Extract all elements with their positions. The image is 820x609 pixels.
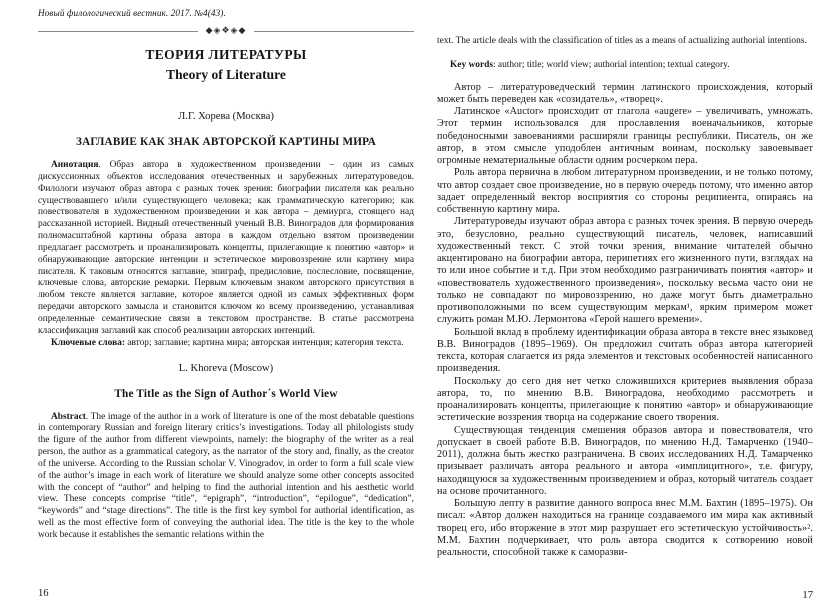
divider-rule-left bbox=[38, 31, 198, 32]
abstract-en-text: . The image of the author in a work of literature is one of the most debatable questions in contemporary Russian and foreign literary critics’s investigations. Today all philologists study the figure of the author from different viewpoints, namely: the biography of the writer as a real person, the author as a grammatical category, as the narrator of the story and, finally, as the creator of the universe. According to the Russian scholar V. Vinogradov, in order to form a full scale view of the author’s image in each work of literature we should analyze some other concepts associted with the concept of “author” and helping to find the authorial intention and his aesthetic world view. These concepts comprise “title”, “epigraph”, “introduction”, “epilogue”, “dedication”, “keywords” and “stage directions”. The title is the first key symbol for authorial identification, as well as the most effective form of conveying the authorial idea. The title is the key to the whole work because it establishes the semantic relations within the bbox=[38, 411, 414, 540]
keywords-en bbox=[437, 60, 813, 72]
article-title-en: The Title as the Sign of Author´s World View bbox=[114, 387, 338, 400]
keywords-ru bbox=[38, 338, 414, 350]
running-header: Новый филологический вестник. 2017. №4(43). bbox=[38, 8, 226, 18]
body-paragraph: Большой вклад в проблему идентификации образа автора в тексте внес языковед В.В. Виноградов (1895–1969). Он предложил считать образ автора категорией текста, которая слагается из ряда элементов и текстовых особенностей написанного произведения. bbox=[437, 326, 813, 375]
section-title-en: Theory of Literature bbox=[166, 67, 286, 82]
abstract-en-label: Abstract bbox=[51, 411, 86, 422]
page-number-right: 17 bbox=[802, 590, 813, 601]
author-ru: Л.Г. Хорева (Москва) bbox=[178, 111, 274, 122]
abstract-ru-label: Аннотация bbox=[51, 160, 99, 170]
page-17 bbox=[437, 36, 813, 559]
abstract-ru-text: . Образ автора в художественном произведении – один из самых дискуссионных объектов исследования отечественных и зарубежных литературоведов. Филологи изучают образ автора с разных точек зрения: биографии писателя как реально существовавшего и/или существующего человека; как грамматическую категорию; как повествователя в художественном произведении и как автора – демиурга, стоящего над рассказанной историей. Видный отечественный ученый В.В. Виноградов для формирования полномасштабной картины образа автора в каждом отдельно взятом произведении предлагает рассмотреть и проанализировать концепты, прилегающие к понятию «автор» и обнаруживающие авторские интенции и эстетическое мировоззрение или картину мира писателя. К таковым относятся заглавие, эпиграф, предисловие, послесловие, посвящение, ключевые слова, авторские ремарки. Первым ключевым знаком авторского присутствия в любом тексте является заглавие, которое является одной из самых эффективных форм передачи авторского замысла и становится ключом ко всему произведению, устанавливая определенные семантические связи в текстовом пространстве. В статье рассмотрена классификация заглавий как способ реализации авторских интенций. bbox=[38, 160, 414, 336]
divider-rule-right bbox=[254, 31, 414, 32]
keywords-en-label: Key words bbox=[450, 59, 493, 70]
ornament-divider bbox=[38, 25, 414, 37]
section-title-ru: ТЕОРИЯ ЛИТЕРАТУРЫ bbox=[145, 47, 307, 62]
keywords-en-text: : author; title; world view; authorial intention; textual category. bbox=[492, 59, 730, 70]
body-paragraph: Автор – литературоведческий термин латинского происхождения, который может быть переведен как «созидатель», «творец». bbox=[437, 81, 813, 105]
abstract-ru bbox=[38, 160, 414, 338]
abstract-en bbox=[38, 412, 414, 542]
fleuron-ornament-icon: ◆◈❖◈◆ bbox=[205, 26, 247, 36]
keywords-ru-text: автор; заглавие; картина мира; авторская интенция; категория текста. bbox=[124, 337, 404, 348]
keywords-ru-label: Ключевые слова: bbox=[51, 337, 125, 348]
body-paragraph: Литературоведы изучают образ автора с разных точек зрения. В первую очередь это, безусловно, реально существующий писатель, человек, написавший художественный текст. С этой точки зрения, внимание читателей обычно акцентировано на биографии автора, перипетиях его жизненного пути, взглядах на то или иное событие и т.д. При этом необходимо разграничивать понятия «автор» и «повествователь художественного произведения», поскольку весьма часто они не только не совпадают по мировоззрению, но даже могут быть диаметрально противоположными по всем существующим меркам¹, ярким примером может служить роман М.Ю. Лермонтова «Герой нашего времени». bbox=[437, 216, 813, 326]
body-paragraph: Существующая тенденция смешения образов автора и повествователя, что допускает в своей работе В.В. Виноградов, по мнению Н.Д. Тамарченко (1940–2011), должна быть жестко разграничена. В своих исследованиях Н.Д. Тамарченко призывает различать автора реального и автора «имплицитного», т.е. фигуру, находящуюся за художественным произведением и образ, который читатель создает на основе прочитанного. bbox=[437, 424, 813, 497]
page-16 bbox=[38, 8, 414, 542]
abstract-en-continuation: text. The article deals with the classification of titles as a means of actualizing authorial intentions. bbox=[437, 36, 807, 46]
body-paragraph: Большую лепту в развитие данного вопроса внес М.М. Бахтин (1895–1975). Он писал: «Автор должен находиться на границе создаваемого им мира как активный творец его, ибо вторжение в этот мир разрушает его эстетическую устойчивость»². М.М. Бахтин подчеркивает, что роль автора сводится к сотворению новой реальности, способной также к саморазви- bbox=[437, 498, 813, 559]
body-paragraph: Латинское «Auctor» происходит от глагола «augere» – увеличивать, умножать. Этот термин использовался для прославления военачальников, которые победоносными завоеваниями расширяли границы республики. Писатель, он же автор, в этом смысле уподоблен античным воинам, поскольку завоевывает огромные нематериальные области одним росчерком пера. bbox=[437, 106, 813, 167]
body-paragraph: Поскольку до сего дня нет четко сложившихся критериев выявления образа автора, то, по мнению В.В. Виноградова, необходимо рассмотреть и проанализировать концепты, прилегающие к понятию «автор» и обнаруживающие эстетические воззрения творца на содержание своего творения. bbox=[437, 375, 813, 424]
body-paragraph: Роль автора первична в любом литературном произведении, и не только потому, что автор создает свое произведение, но в первую очередь потому, что именно автор задает определенный вектор восприятия со стороны реципиента, опираясь на собственную картину мира. bbox=[437, 167, 813, 216]
article-title-ru: ЗАГЛАВИЕ КАК ЗНАК АВТОРСКОЙ КАРТИНЫ МИРА bbox=[76, 136, 376, 148]
page-number-left: 16 bbox=[38, 588, 49, 599]
author-en: L. Khoreva (Moscow) bbox=[178, 362, 274, 374]
